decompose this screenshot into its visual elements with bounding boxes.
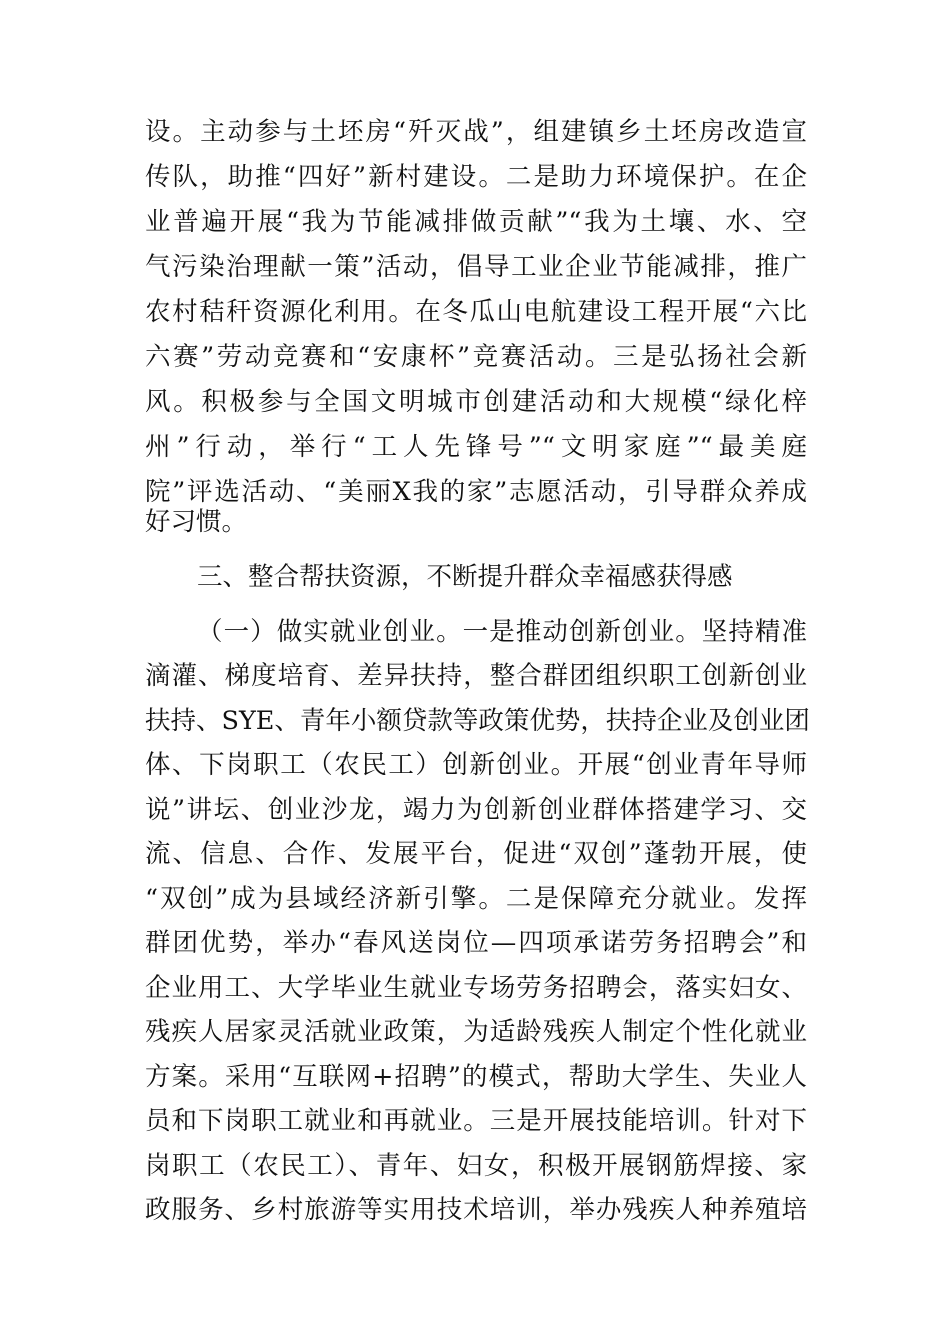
paragraph-2-line-13: 岗职工（农民工）、青年、妇女，积极开展钢筋焊接、家 <box>145 1151 807 1181</box>
paragraph-1-line-5: 农村秸秆资源化利用。在冬瓜山电航建设工程开展“六比 <box>145 297 807 327</box>
paragraph-2-line-11: 方案。采用“互联网+招聘”的模式，帮助大学生、失业人 <box>145 1062 807 1092</box>
paragraph-2-line-1: （一）做实就业创业。一是推动创新创业。坚持精准 <box>197 617 807 647</box>
paragraph-2-line-9: 企业用工、大学毕业生就业专场劳务招聘会，落实妇女、 <box>145 973 807 1003</box>
paragraph-1-line-7: 风。积极参与全国文明城市创建活动和大规模“绿化梓 <box>145 387 807 417</box>
paragraph-2-line-3: 扶持、SYE、青年小额贷款等政策优势，扶持企业及创业团 <box>145 706 810 736</box>
paragraph-1-line-8: 州”行动，举行“工人先锋号”“文明家庭”“最美庭 <box>145 432 807 462</box>
paragraph-1-line-10: 好习惯。 <box>145 507 248 537</box>
paragraph-2-line-14: 政服务、乡村旅游等实用技术培训，举办残疾人种养殖培 <box>145 1195 807 1225</box>
paragraph-1-line-6: 六赛”劳动竞赛和“安康杯”竞赛活动。三是弘扬社会新 <box>145 342 807 372</box>
paragraph-1-line-9: 院”评选活动、“美丽X我的家”志愿活动，引导群众养成 <box>145 477 807 507</box>
paragraph-2-line-6: 流、信息、合作、发展平台，促进“双创”蓬勃开展，使 <box>145 839 807 869</box>
paragraph-2-line-12: 员和下岗职工就业和再就业。三是开展技能培训。针对下 <box>145 1106 807 1136</box>
paragraph-1-line-1: 设。主动参与土坯房“歼灭战”，组建镇乡土坯房改造宣 <box>145 117 807 147</box>
paragraph-2-line-8: 群团优势，举办“春风送岗位—四项承诺劳务招聘会”和 <box>145 928 807 958</box>
paragraph-2-line-10: 残疾人居家灵活就业政策，为适龄残疾人制定个性化就业 <box>145 1017 807 1047</box>
paragraph-2-line-4: 体、下岗职工（农民工）创新创业。开展“创业青年导师 <box>145 750 807 780</box>
section-heading: 三、整合帮扶资源，不断提升群众幸福感获得感 <box>197 562 733 592</box>
paragraph-1-line-2: 传队，助推“四好”新村建设。二是助力环境保护。在企 <box>145 162 807 192</box>
paragraph-2-line-5: 说”讲坛、创业沙龙，竭力为创新创业群体搭建学习、交 <box>145 795 807 825</box>
paragraph-2-line-7: “双创”成为县域经济新引擎。二是保障充分就业。发挥 <box>145 884 807 914</box>
paragraph-1-line-4: 气污染治理献一策”活动，倡导工业企业节能减排，推广 <box>145 252 807 282</box>
paragraph-2-line-2: 滴灌、梯度培育、差异扶持，整合群团组织职工创新创业 <box>145 661 807 691</box>
paragraph-1-line-3: 业普遍开展“我为节能减排做贡献”“我为土壤、水、空 <box>145 207 807 237</box>
